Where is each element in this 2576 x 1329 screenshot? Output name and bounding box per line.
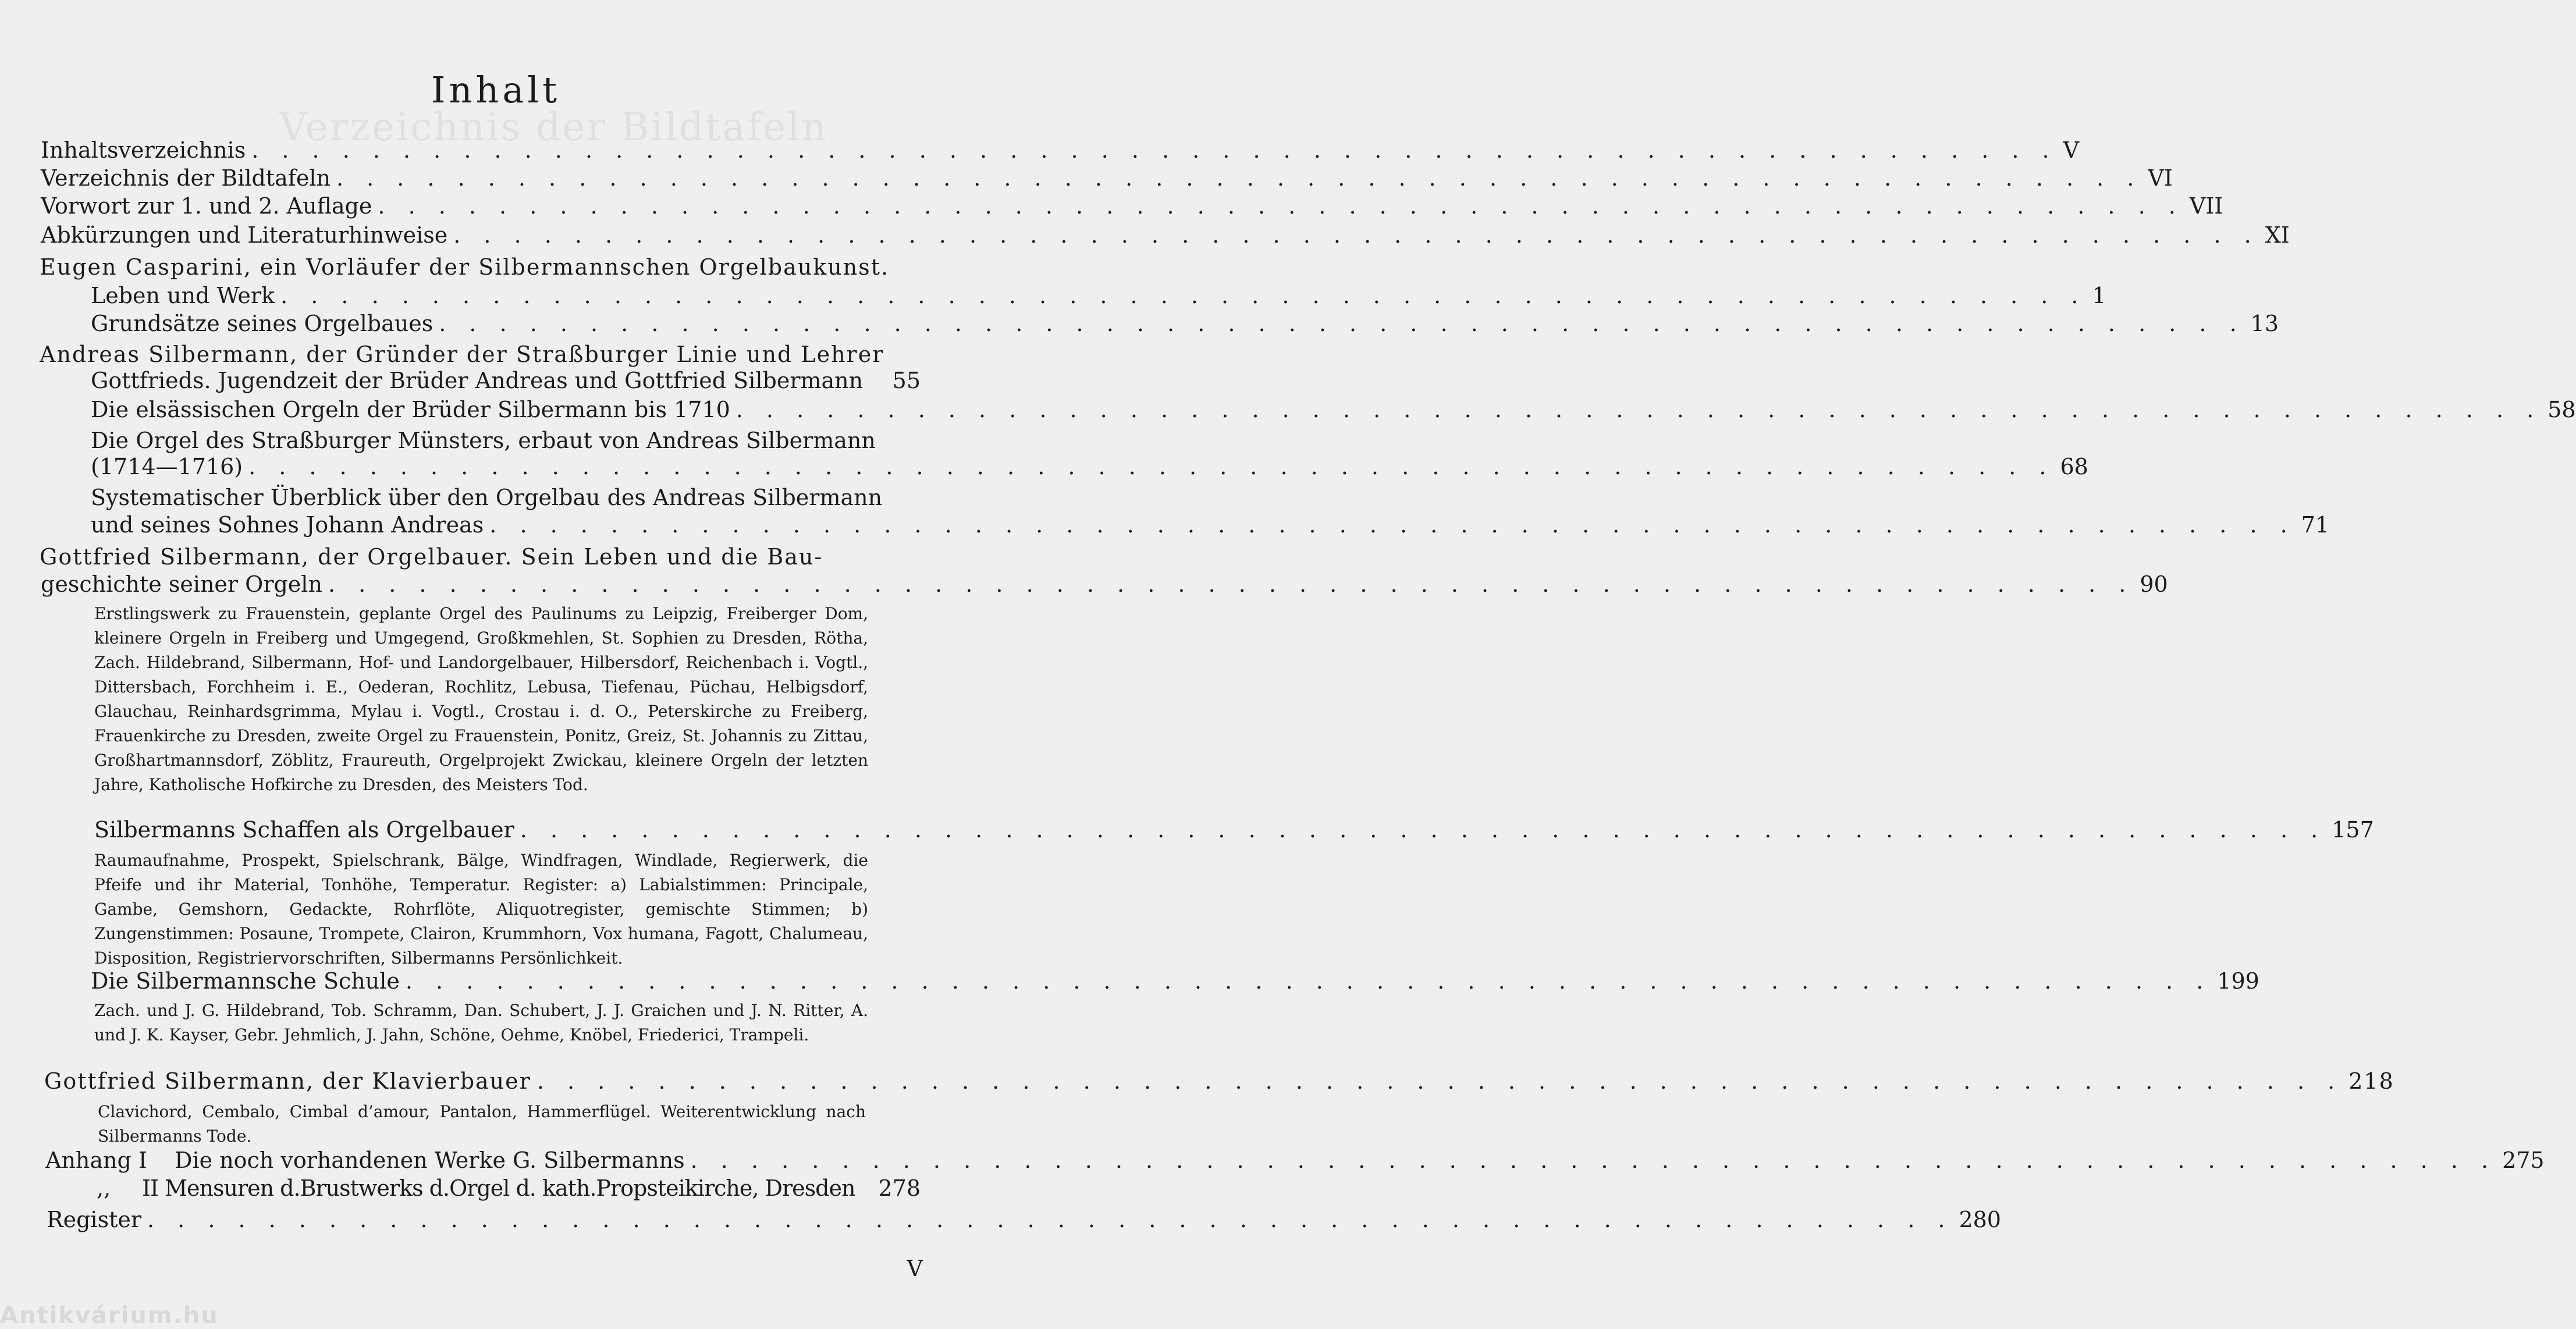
dot-leader: . . . . . . . . . . . . . . . . . . . . . . . . . . . . . . . . . . . . . . . . . . . . . . . . . . . . . . . . . . . . (405, 968, 2212, 994)
ditto-mark: ,, (97, 1175, 111, 1201)
toc-entry (91, 512, 2330, 538)
toc-entry-title: Inhaltsverzeichnis (41, 137, 246, 163)
toc-entry (41, 571, 2168, 597)
toc-entry-title: Gottfrieds. Jugendzeit der Brüder Andreas und Gottfried Silbermann (91, 368, 864, 393)
toc-entry (97, 1175, 921, 1201)
dot-leader: . . . . . . . . . . . . . . . . . . . . . . . . . . . . . . . . . . . . . . . . . . . . . . . . . . . . . . . . . . . . (536, 1068, 2343, 1094)
toc-entry (94, 817, 2374, 843)
toc-entry (41, 137, 2080, 163)
appendix-label: Anhang I (45, 1147, 147, 1173)
toc-entry-page: 157 (2332, 817, 2374, 843)
toc-entry-title: Register (47, 1207, 142, 1232)
toc-entry-title: Die noch vorhandenen Werke G. Silbermanns (175, 1147, 685, 1173)
page-title: Inhalt (431, 69, 561, 111)
toc-entry-page: 55 (892, 368, 921, 393)
toc-entry-page: 275 (2502, 1147, 2545, 1173)
dot-leader: . . . . . . . . . . . . . . . . . . . . . . . . . . . . . . . . . . . . . . . . . . . . . . . . . . . . . . . . . . . . (439, 311, 2245, 336)
dot-leader: . . . . . . . . . . . . . . . . . . . . . . . . . . . . . . . . . . . . . . . . . . . . . . . . . . . . . . . . . . . . (280, 283, 2087, 308)
toc-entry (91, 311, 2279, 336)
toc-entry (44, 1068, 2394, 1094)
toc-entry-page: 90 (2140, 571, 2168, 597)
toc-entry-title: geschichte seiner Orgeln (41, 571, 322, 597)
toc-entry (91, 368, 921, 393)
section-heading-andreas: Andreas Silbermann, der Gründer der Straßburger Linie und Lehrer (40, 342, 884, 367)
section-description: Clavichord, Cembalo, Cimbal d’amour, Pantalon, Hammerflügel. Weiterentwicklung nach Silbermanns Tode. (98, 1102, 866, 1146)
dot-leader: . . . . . . . . . . . . . . . . . . . . . . . . . . . . . . . . . . . . . . . . . . . . . . . . . . . . . . . . . . . . (489, 512, 2296, 538)
toc-entry (41, 165, 2173, 191)
toc-entry-title: (1714—1716) (91, 454, 243, 479)
toc-entry-title: Vorwort zur 1. und 2. Auflage (41, 193, 372, 219)
dot-leader: . . . . . . . . . . . . . . . . . . . . . . . . . . . . . . . . . . . . . . . . . . . . . . . . . . . . . . . . . . . . (690, 1147, 2497, 1173)
toc-entry-title: II Mensuren d.Brustwerks d.Orgel d. kath.Propsteikirche, Dresden (142, 1175, 855, 1201)
section-heading-klavier: Gottfried Silbermann, der Klavierbauer (44, 1068, 531, 1094)
toc-entry-title: Die elsässischen Orgeln der Brüder Silbermann bis 1710 (91, 397, 730, 422)
toc-entry-page: 199 (2217, 968, 2259, 994)
section-heading-gottfried: Gottfried Silbermann, der Orgelbauer. Sein Leben und die Bau- (40, 544, 823, 570)
toc-entry-title: Systematischer Überblick über den Orgelbau des Andreas Silbermann (91, 485, 883, 510)
show-through-text: Verzeichnis der Bildtafeln (279, 105, 828, 150)
section-description: Erstlingswerk zu Frauenstein, geplante Orgel des Paulinums zu Leipzig, Freiberger Dom, kleinere Orgeln in Freiberg und Umgegend, Großkmehlen, St. Sophien zu Dresden, Rötha, Zach. Hildebrand, Silbermann, Hof- und Landorgelbauer, Hilbersdorf, Reichenbach i. Vogtl., Dittersbach, Forchheim i. E., Oederan, Rochlitz, Lebusa, Tiefenau, Püchau, Helbigsdorf, Glauchau, Reinhardsgrimma, Mylau i. Vogtl., Crostau i. d. O., Peterskirche zu Freiberg, Frauenkirche zu Dresden, zweite Orgel zu Frauenstein, Ponitz, Greiz, St. Johannis zu Zittau, Großhartmannsdorf, Zöblitz, Fraureuth, Orgelprojekt Zwickau, kleinere Orgeln der letzten Jahre, Katholische Hofkirche zu Dresden, des Meisters Tod. (94, 604, 868, 794)
toc-entry-title: Grundsätze seines Orgelbaues (91, 311, 434, 336)
toc-entry (91, 283, 2106, 308)
watermark-text: Antikvárium.hu (0, 1302, 219, 1329)
dot-leader: . . . . . . . . . . . . . . . . . . . . . . . . . . . . . . . . . . . . . . . . . . . . . . . . . . . . . . . . . . . . (736, 397, 2542, 422)
toc-entry (41, 193, 2223, 219)
dot-leader: . . . . . . . . . . . . . . . . . . . . . . . . . . . . . . . . . . . . . . . . . . . . . . . . . . . . . . . . . . . . (520, 817, 2326, 843)
toc-entry-page: 280 (1959, 1207, 2001, 1232)
toc-entry-page: 68 (2060, 454, 2088, 479)
page-number: V (907, 1256, 923, 1281)
toc-entry-title: Leben und Werk (91, 283, 275, 308)
toc-entry-title: Silbermanns Schaffen als Orgelbauer (94, 817, 514, 843)
dot-leader: . . . . . . . . . . . . . . . . . . . . . . . . . . . . . . . . . . . . . . . . . . . . . . . . . . . . . . . . . . . . (378, 193, 2184, 219)
toc-entry-page: 1 (2092, 283, 2106, 308)
section-description: Zach. und J. G. Hildebrand, Tob. Schramm, Dan. Schubert, J. J. Graichen und J. N. Ritter, A. und J. K. Kayser, Gebr. Jehmlich, J. Jahn, Schöne, Oehme, Knöbel, Friederici, Trampeli. (94, 1001, 868, 1044)
dot-leader: . . . . . . . . . . . . . . . . . . . . . . . . . . . . . . . . . . . . . . . . . . . . . . . . . . . . . . . . . . . . (328, 571, 2134, 597)
dot-leader: . . . . . . . . . . . . . . . . . . . . . . . . . . . . . . . . . . . . . . . . . . . . . . . . . . . . . . . . . . . . (336, 165, 2142, 191)
toc-entry-title: Abkürzungen und Literaturhinweise (41, 222, 448, 248)
toc-entry (91, 397, 2576, 422)
toc-entry-page: VI (2148, 165, 2173, 191)
toc-entry-page: 218 (2348, 1068, 2394, 1094)
toc-entry-page: 58 (2547, 397, 2576, 422)
dot-leader: . . . . . . . . . . . . . . . . . . . . . . . . . . . . . . . . . . . . . . . . . . . . . . . . . . . . . . . . . . . . (248, 454, 2055, 479)
toc-entry-page: 71 (2301, 512, 2330, 538)
toc-entry-title: Die Silbermannsche Schule (91, 968, 400, 994)
toc-entry-title: Die Orgel des Straßburger Münsters, erbaut von Andreas Silbermann (91, 428, 876, 453)
toc-entry-page: 278 (878, 1175, 921, 1201)
toc-entry (91, 968, 2259, 994)
section-description: Raumaufnahme, Prospekt, Spielschrank, Bälge, Windfragen, Windlade, Regierwerk, die Pfeife und ihr Material, Tonhöhe, Temperatur. Register: a) Labialstimmen: Principale, Gambe, Gemshorn, Gedackte, Rohrflöte, Aliquotregister, gemischte Stimmen; b) Zungenstimmen: Posaune, Trompete, Clairon, Krummhorn, Vox humana, Fagott, Chalumeau, Disposition, Registriervorschriften, Silbermanns Persönlichkeit. (94, 851, 868, 968)
dot-leader: . . . . . . . . . . . . . . . . . . . . . . . . . . . . . . . . . . . . . . . . . . . . . . . . . . . . . . . . . . . . (453, 222, 2259, 248)
toc-entry (91, 454, 2088, 479)
toc-entry (41, 222, 2290, 248)
toc-entry-page: V (2063, 137, 2080, 163)
toc-entry (47, 1207, 2001, 1232)
dot-leader: . . . . . . . . . . . . . . . . . . . . . . . . . . . . . . . . . . . . . . . . . . . . . . . . . . . . . . . . . . . . (251, 137, 2058, 163)
toc-entry (45, 1147, 2545, 1173)
toc-entry-page: 13 (2250, 311, 2279, 336)
toc-entry-title: und seines Sohnes Johann Andreas (91, 512, 484, 538)
toc-entry-page: VII (2189, 193, 2223, 219)
toc-entry-title: Verzeichnis der Bildtafeln (41, 165, 331, 191)
toc-entry-page: XI (2265, 222, 2290, 248)
section-heading-casparini: Eugen Casparini, ein Vorläufer der Silbermannschen Orgelbaukunst. (40, 254, 890, 280)
dot-leader: . . . . . . . . . . . . . . . . . . . . . . . . . . . . . . . . . . . . . . . . . . . . . . . . . . . . . . . . . . . . (147, 1207, 1953, 1232)
